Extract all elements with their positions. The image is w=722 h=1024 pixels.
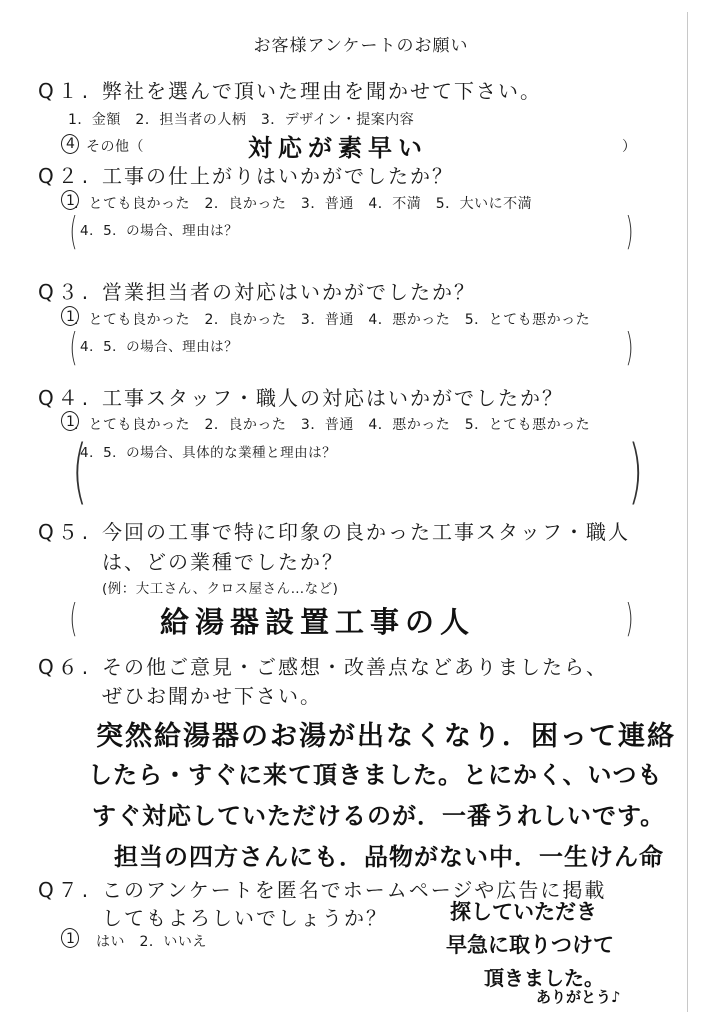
q7-answer-line-2: 早急に取りつけて [446,932,614,957]
q3-number: Q３. [38,280,93,304]
q1-option4-number: 4 [66,136,76,152]
q5-text-line2: は、どの業種でしたか？ [102,550,344,574]
q4-text: 工事スタッフ・職人の対応はいかがでしたか？ [102,386,564,410]
q3-question [38,276,476,305]
q7-answer-line-1: 探していただき [450,899,597,924]
q6-text-line1: その他ご意見・ご感想・改善点などありましたら、 [102,655,608,679]
q2-selected-number: 1 [66,193,76,209]
q2-question [38,160,454,189]
q4-question [38,382,564,411]
q1-close-paren: ） [622,139,637,155]
q2-reason-label: 4．5．の場合、理由は？ [80,223,239,239]
q4-reason-label: 4．5．の場合、具体的な業種と理由は？ [80,445,337,461]
page-title: お客様アンケートのお願い [253,36,469,56]
q6-question [38,651,608,680]
q3-open-paren: ( [69,325,78,369]
q4-selected-number: 1 [66,414,76,430]
q1-text: 弊社を選んで頂いた理由を聞かせて下さい。 [102,79,542,103]
q3-selected-number: 1 [66,309,76,325]
q6-number: Q６. [38,655,93,679]
q6-text-line2: ぜひお聞かせ下さい。 [102,684,322,708]
q1-question [38,75,542,104]
q4-open-paren: ( [72,430,88,512]
q6-answer-line-4: 担当の四方さんにも．品物がない中．一生けん命 [114,842,664,871]
q5-close-paren: ) [625,596,634,640]
q1-options: 1．金額 2．担当者の人柄 3．デザイン・提案内容 [68,112,415,128]
q5-number: Q５. [38,520,93,544]
q2-open-paren: ( [69,209,78,253]
q7-answer-line-3: 頂きました。 [484,966,604,990]
q6-answer-line-3: すぐ対応していただけるのが．一番うれしいです。 [92,801,666,830]
q7-text-line2: してもよろしいでしょうか？ [102,906,388,930]
q7-selected-number: 1 [66,931,76,947]
q5-example: (例：大工さん、クロス屋さん…など) [102,581,339,597]
q7-text-line1: このアンケートを匿名でホームページや広告に掲載 [102,878,607,902]
q2-number: Q２. [38,164,93,188]
q1-other-label: その他（ [86,139,144,155]
q3-options: ．とても良かった 2．良かった 3．普通 4．悪かった 5．とても悪かった [74,312,591,328]
q5-question [38,516,630,545]
q2-options: ．とても良かった 2．良かった 3．普通 4．不満 5．大いに不満 [74,196,533,212]
q2-text: 工事の仕上がりはいかがでしたか？ [102,164,454,188]
q7-answer-line-4: ありがとう♪ [536,988,621,1006]
q6-answer-line-2: したら・すぐに来て頂きました。とにかく、いつも [88,760,663,789]
scan-edge-line [687,12,688,1012]
q3-reason-label: 4．5．の場合、理由は？ [80,339,239,355]
q4-number: Q４. [38,386,93,410]
q3-close-paren: ) [625,325,634,369]
q4-close-paren: ) [628,430,644,512]
q7-options: はい 2．いいえ [96,934,207,950]
q6-answer-line-1: 突然給湯器のお湯が出なくなり．困って連絡 [96,721,676,752]
q3-text: 営業担当者の対応はいかがでしたか？ [102,280,476,304]
q1-other-answer: 対応が素早い [248,133,428,162]
q5-open-paren: ( [69,596,78,640]
q2-close-paren: ) [625,209,634,253]
q5-answer: 給湯器設置工事の人 [160,605,476,639]
q4-options: ．とても良かった 2．良かった 3．普通 4．悪かった 5．とても悪かった [74,417,591,433]
q7-number: Q７. [38,878,93,902]
q1-number: Q１. [38,79,93,103]
q5-text-line1: 今回の工事で特に印象の良かった工事スタッフ・職人 [102,520,630,544]
